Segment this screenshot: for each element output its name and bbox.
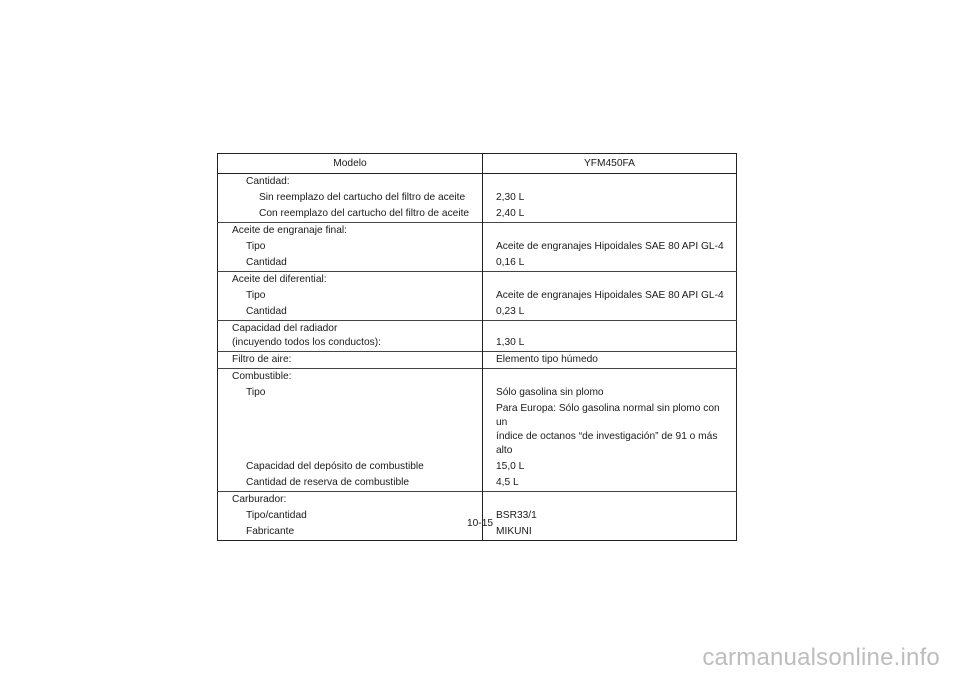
table-row: [218, 385, 737, 401]
spec-label-text: Aceite de engranaje final:: [232, 225, 347, 236]
table-row: [218, 492, 737, 509]
spec-value: [483, 223, 737, 240]
spec-label: [218, 190, 483, 206]
spec-value: [483, 174, 737, 191]
spec-label-text: Cantidad: [246, 306, 287, 317]
table-row: [218, 288, 737, 304]
spec-label-text: Fabricante: [246, 526, 295, 537]
spec-label: [218, 385, 483, 401]
table-row: [218, 272, 737, 289]
table-row: [218, 401, 737, 459]
spec-label-text: Tipo: [246, 290, 266, 301]
spec-value-text: Aceite de engranajes Hipoidales SAE 80 API GL-4: [496, 241, 724, 252]
watermark-text: carmanualsonline.info: [702, 644, 940, 671]
spec-value-text: Aceite de engranajes Hipoidales SAE 80 API GL-4: [496, 290, 724, 301]
spec-label: [218, 206, 483, 223]
spec-value: [483, 239, 737, 255]
spec-value-text: 2,30 L: [496, 192, 525, 203]
spec-value: [483, 206, 737, 223]
spec-value: [483, 385, 737, 401]
table-row: [218, 255, 737, 272]
spec-value: [483, 459, 737, 475]
table-row: [218, 304, 737, 321]
table-row: [218, 174, 737, 191]
spec-value-text: 0,23 L: [496, 306, 525, 317]
spec-value: [483, 288, 737, 304]
spec-value: [483, 352, 737, 369]
table-row: [218, 321, 737, 352]
page-number: 10-15: [466, 518, 494, 529]
spec-label: [218, 255, 483, 272]
spec-label: [218, 369, 483, 386]
spec-value: [483, 255, 737, 272]
spec-label: [218, 223, 483, 240]
spec-label: [218, 459, 483, 475]
spec-label: [218, 321, 483, 352]
spec-value-text: 0,16 L: [496, 257, 525, 268]
spec-value-text: Sólo gasolina sin plomo: [496, 387, 604, 398]
spec-label: [218, 401, 483, 459]
spec-label: [218, 174, 483, 191]
table-row: [218, 369, 737, 386]
spec-label: [218, 272, 483, 289]
spec-value: [483, 272, 737, 289]
specifications-body: [218, 174, 737, 541]
spec-value-text: BSR33/1: [496, 510, 537, 521]
spec-value: [483, 190, 737, 206]
spec-value-text: 2,40 L: [496, 208, 525, 219]
spec-label-text: Con reemplazo del cartucho del filtro de aceite: [259, 208, 470, 219]
spec-label: [218, 304, 483, 321]
table-row: [218, 352, 737, 369]
spec-label-text: Aceite del diferential:: [232, 274, 327, 285]
header-model-label: Modelo: [218, 154, 483, 174]
header-model-value: YFM450FA: [483, 154, 737, 174]
spec-label-text: Combustible:: [232, 371, 292, 382]
spec-label-text: Cantidad: [246, 257, 287, 268]
spec-label-text: Cantidad:: [246, 176, 290, 187]
table-row: [218, 206, 737, 223]
table-row: [218, 223, 737, 240]
table-row: [218, 190, 737, 206]
spec-value: [483, 475, 737, 492]
spec-label-text-line2: (incuyendo todos los conductos):: [232, 337, 381, 348]
spec-label: [218, 288, 483, 304]
spec-value-text: 4,5 L: [496, 477, 519, 488]
spec-label-text: Cantidad de reserva de combustible: [246, 477, 410, 488]
specifications-table: [217, 153, 737, 541]
spec-value-text: MIKUNI: [496, 526, 532, 537]
spec-value: [483, 492, 737, 509]
spec-value: [483, 321, 737, 352]
spec-value-text: Elemento tipo húmedo: [496, 354, 598, 365]
spec-label-text: Sin reemplazo del cartucho del filtro de aceite: [259, 192, 466, 203]
spec-label-text: Carburador:: [232, 494, 287, 505]
spec-value: [483, 369, 737, 386]
spec-label: [218, 239, 483, 255]
spec-label: [218, 475, 483, 492]
table-row: [218, 239, 737, 255]
spec-value: [483, 401, 737, 459]
spec-label-text: Tipo: [246, 241, 266, 252]
spec-label-text: Capacidad del radiador: [232, 323, 338, 334]
spec-value-text: Para Europa: Sólo gasolina normal sin plomo con un: [496, 403, 720, 428]
spec-label: [218, 492, 483, 509]
table-row: [218, 475, 737, 492]
spec-value-text-line2: índice de octanos “de investigación” de 91 o más alto: [496, 431, 718, 456]
spec-label-text: Tipo: [246, 387, 266, 398]
table-header-row: [218, 154, 737, 174]
spec-label-text: Filtro de aire:: [232, 354, 292, 365]
table-row: [218, 459, 737, 475]
spec-label: [218, 352, 483, 369]
spec-value: [483, 304, 737, 321]
spec-label-text: Tipo/cantidad: [246, 510, 307, 521]
spec-value-text: 1,30 L: [496, 337, 525, 348]
spec-label-text: Capacidad del depósito de combustible: [246, 461, 424, 472]
spec-value-text: 15,0 L: [496, 461, 525, 472]
